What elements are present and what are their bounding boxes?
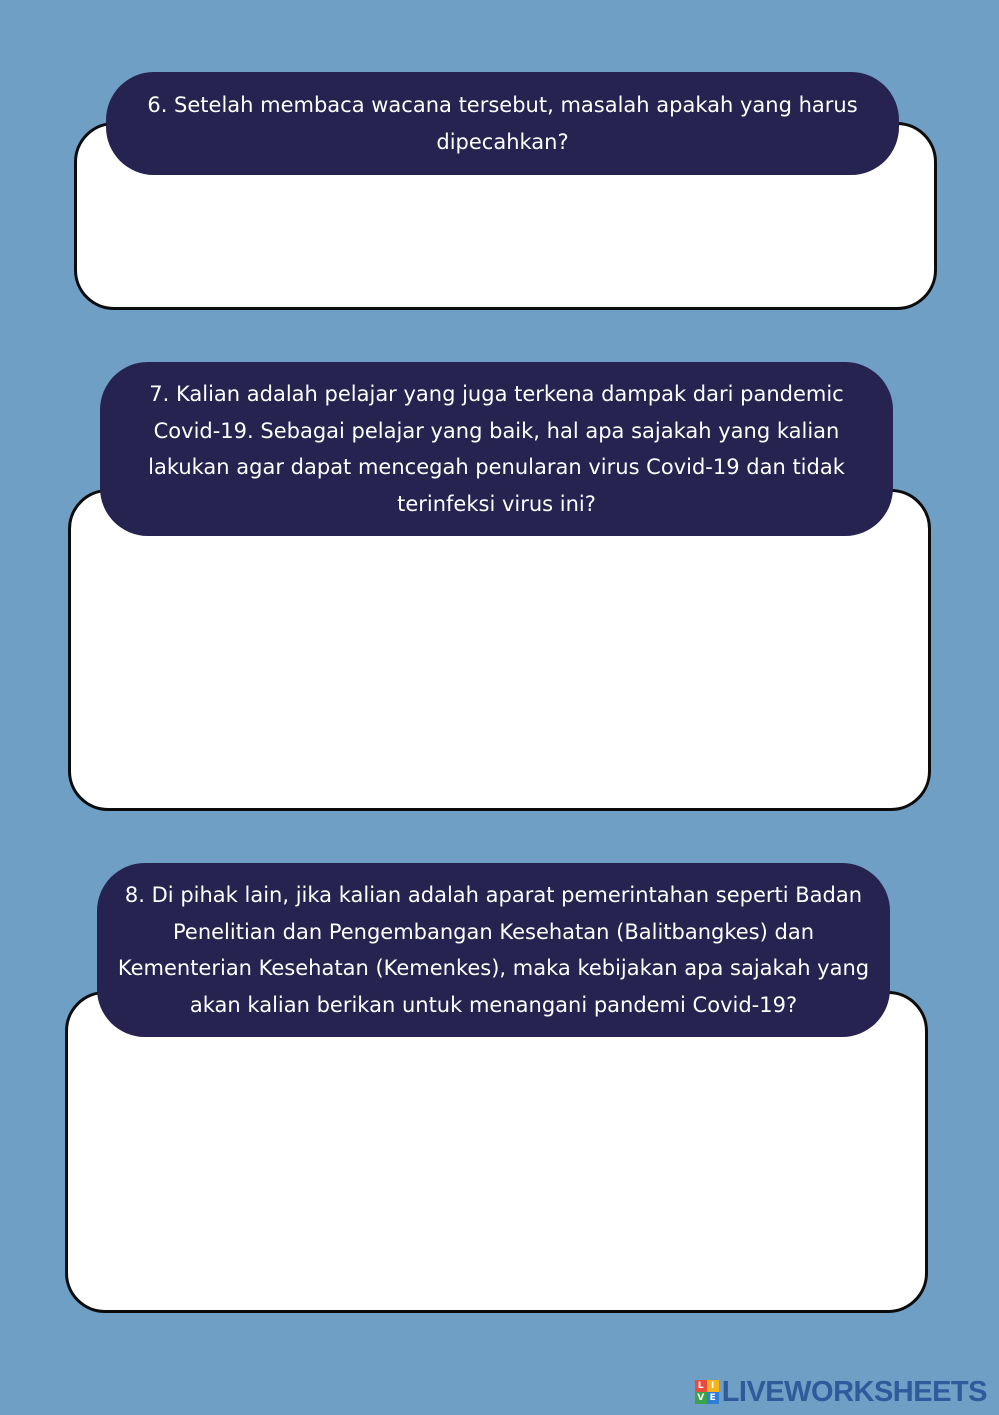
answer-input-6[interactable]	[101, 185, 910, 289]
answer-box-7[interactable]	[68, 489, 931, 811]
question-7	[100, 362, 893, 536]
liveworksheets-logo[interactable]	[695, 1377, 987, 1407]
answer-box-8[interactable]	[65, 991, 928, 1313]
answer-input-7[interactable]	[95, 552, 904, 790]
logo-letter-l: L	[695, 1380, 707, 1392]
liveworksheets-logo-icon	[695, 1380, 719, 1404]
answer-input-8[interactable]	[92, 1054, 901, 1292]
question-7-text: 7. Kalian adalah pelajar yang juga terkena dampak dari pandemic Covid-19. Sebagai pelajar yang baik, hal apa sajakah yang kalian lakukan agar dapat mencegah penularan virus Covid-19 dan tidak terinfeksi virus ini?	[148, 382, 845, 516]
logo-letter-e: E	[707, 1392, 719, 1404]
logo-letter-v: V	[695, 1392, 707, 1404]
question-8	[97, 863, 890, 1037]
question-6	[106, 72, 899, 175]
logo-text: LIVEWORKSHEETS	[721, 1375, 987, 1408]
logo-letter-i: I	[707, 1380, 719, 1392]
question-6-text: 6. Setelah membaca wacana tersebut, masalah apakah yang harus dipecahkan?	[147, 93, 858, 154]
question-8-text: 8. Di pihak lain, jika kalian adalah aparat pemerintahan seperti Badan Penelitian dan Pengembangan Kesehatan (Balitbangkes) dan Kementerian Kesehatan (Kemenkes), maka kebijakan apa sajakah yang akan kalian berikan untuk menangani pandemi Covid-19?	[117, 883, 870, 1017]
